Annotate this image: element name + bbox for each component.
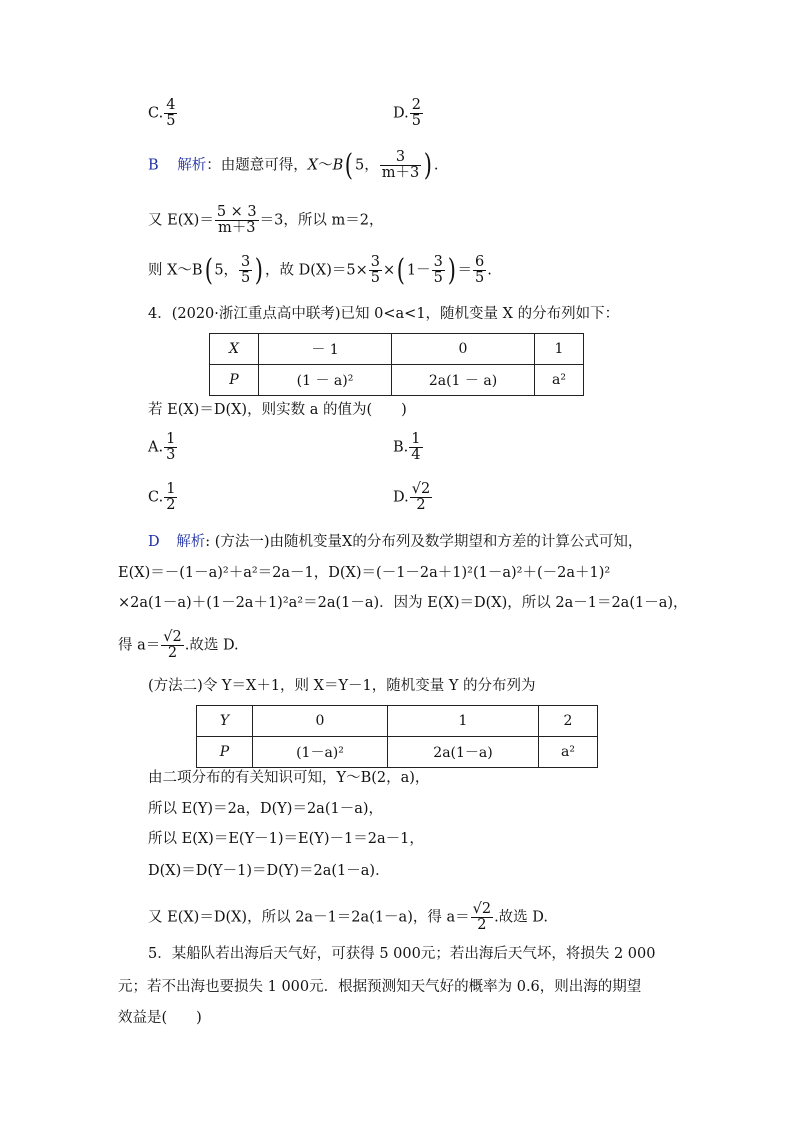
table-row: X － 1 0 1 [210,334,584,365]
q4-distribution-table [209,333,584,396]
q4-analysis-line4: 得 a＝ $\frac{√2}{2}$ .故选 D. [118,629,239,661]
q4-method2-line1: (方法二)令 Y＝X＋1，则 X＝Y－1，随机变量 Y 的分布列为 [148,678,536,694]
q3-option-c: C. $\frac{4}{5}$ [148,97,176,129]
q4-option-d: D. $\frac{√2}{2}$ [393,481,431,513]
q4-option-b: B. $\frac{1}{4}$ [393,431,421,463]
q4-method2-line5: D(X)＝D(Y－1)＝D(Y)＝2a(1－a)． [148,863,390,879]
q4-analysis-line2: E(X)＝－(1－a)²＋a²＝2a－1，D(X)＝(－1－2a＋1)²(1－a)²＋(－2a＋1)² [118,565,611,581]
q3-analysis-line1: B 解析：由题意可得，X～B( 5， $\frac{3}{m+3}$ ) . [148,147,439,183]
q4-method2-line2: 由二项分布的有关知识可知，Y～B(2，a)， [148,770,430,786]
q5-line3: 效益是( ) [118,1010,202,1026]
q3-option-d: D. $\frac{2}{5}$ [393,97,421,129]
q4-method2-line3: 所以 E(Y)＝2a，D(Y)＝2a(1－a)， [148,801,384,817]
q4-option-a: A. $\frac{1}{3}$ [148,431,176,463]
q3-analysis-line2: 又 E(X)＝ $\frac{5 \times 3}{m+3}$ ＝3，所以 m＝2， [148,204,384,236]
q3-answer: B [148,157,159,174]
q3-expectation-fraction: $\frac{5 \times 3}{m+3}$ [216,204,257,236]
table-row: P (1 － a)² 2a(1 － a) a² [210,365,584,396]
q3-option-c-fraction: $\frac{4}{5}$ [166,97,176,129]
q4-stem: 4．(2020·浙江重点高中联考)已知 0<a<1，随机变量 X 的分布列如下： [148,306,620,322]
q4-analysis-line1: D 解析: (方法一)由随机变量X的分布列及数学期望和方差的计算公式可知， [148,534,643,550]
q4-method2-line4: 所以 E(X)＝E(Y－1)＝E(Y)－1＝2a－1， [148,831,424,847]
q5-line2: 元；若不出海也要损失 1 000元．根据预测知天气好的概率为 0.6，则出海的期望 [118,979,642,995]
q4-option-c: C. $\frac{1}{2}$ [148,481,176,513]
q4-method2-line6: 又 E(X)＝D(X)，所以 2a－1＝2a(1－a)，得 a＝ $\frac{√2}{2}$ .故选 D. [148,901,549,933]
q3-analysis-line3: 则 X～B( 5， $\frac{3}{5}$ ) ，故 D(X)＝5× $\frac{3}{5}$ ×( 1－ $\frac{3}{5}$ ) ＝ $\frac{6}{5}$ . [148,252,492,288]
q4-answer: D [148,534,160,550]
q4-analysis-line3: ×2a(1－a)＋(1－2a＋1)²a²＝2a(1－a)．因为 E(X)＝D(X)，所以 2a－1＝2a(1－a)， [118,595,688,611]
q3-analysis-tag: 解析 [177,157,207,174]
table-row: Y 0 1 2 [197,706,598,737]
q4-analysis-tag: 解析 [176,534,206,550]
q4-method2-table [196,705,598,768]
q4-question: 若 E(X)＝D(X)，则实数 a 的值为( ) [148,402,407,418]
table-row: P (1－a)² 2a(1－a) a² [197,737,598,768]
q3-binomial-fraction: $\frac{3}{m+3}$ [381,149,420,181]
q3-option-d-fraction: $\frac{2}{5}$ [411,97,421,129]
q5-line1: 5．某船队若出海后天气好，可获得 5 000元；若出海后天气坏，将损失 2 000 [148,946,656,962]
